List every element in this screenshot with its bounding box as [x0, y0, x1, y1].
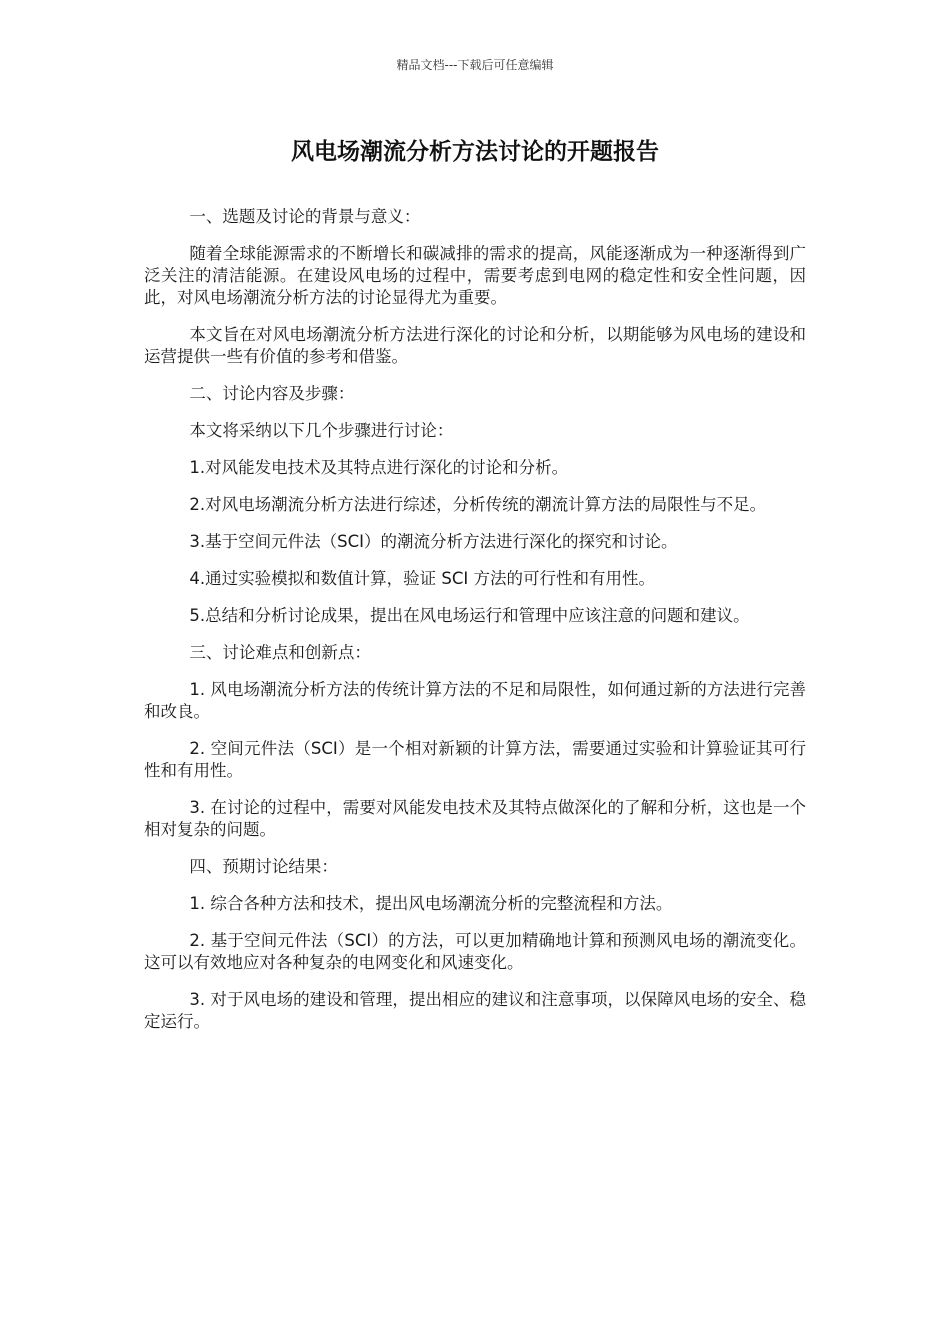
- section-heading-difficulties: 三、讨论难点和创新点：: [189, 643, 371, 662]
- difficulty-item-1: 1. 风电场潮流分析方法的传统计算方法的不足和局限性，如何通过新的方法进行完善和改良。: [144, 680, 806, 721]
- section-heading-content-steps: 二、讨论内容及步骤：: [189, 384, 355, 403]
- result-item-1: 1. 综合各种方法和技术，提出风电场潮流分析的完整流程和方法。: [189, 894, 673, 913]
- paragraph-background: 随着全球能源需求的不断增长和碳减排的需求的提高，风能逐渐成为一种逐渐得到广泛关注的清洁能源。在建设风电场的过程中，需要考虑到电网的稳定性和安全性问题，因此，对风电场潮流分析方法的讨论显得尤为重要。: [144, 244, 806, 307]
- step-item-1: 1.对风能发电技术及其特点进行深化的讨论和分析。: [189, 458, 569, 477]
- section-heading-background: 一、选题及讨论的背景与意义：: [189, 207, 421, 226]
- document-body: [144, 206, 806, 1048]
- result-item-3: 3. 对于风电场的建设和管理，提出相应的建议和注意事项，以保障风电场的安全、稳定运行。: [144, 990, 806, 1031]
- page-header: 精品文档---下载后可任意编辑: [396, 58, 554, 72]
- difficulty-item-2: 2. 空间元件法（SCI）是一个相对新颖的计算方法，需要通过实验和计算验证其可行性和有用性。: [144, 739, 806, 780]
- result-item-2: 2. 基于空间元件法（SCI）的方法，可以更加精确地计算和预测风电场的潮流变化。这可以有效地应对各种复杂的电网变化和风速变化。: [144, 931, 806, 972]
- step-item-4: 4.通过实验模拟和数值计算，验证 SCI 方法的可行性和有用性。: [189, 569, 655, 588]
- paragraph-purpose: 本文旨在对风电场潮流分析方法进行深化的讨论和分析，以期能够为风电场的建设和运营提供一些有价值的参考和借鉴。: [144, 325, 806, 366]
- step-item-2: 2.对风电场潮流分析方法进行综述，分析传统的潮流计算方法的局限性与不足。: [189, 495, 767, 514]
- step-item-5: 5.总结和分析讨论成果，提出在风电场运行和管理中应该注意的问题和建议。: [189, 606, 750, 625]
- document-title: 风电场潮流分析方法讨论的开题报告: [291, 139, 659, 165]
- section-heading-expected-results: 四、预期讨论结果：: [189, 857, 338, 876]
- difficulty-item-3: 3. 在讨论的过程中，需要对风能发电技术及其特点做深化的了解和分析，这也是一个相对复杂的问题。: [144, 798, 806, 839]
- paragraph-steps-intro: 本文将采纳以下几个步骤进行讨论：: [189, 421, 454, 440]
- step-item-3: 3.基于空间元件法（SCI）的潮流分析方法进行深化的探究和讨论。: [189, 532, 678, 551]
